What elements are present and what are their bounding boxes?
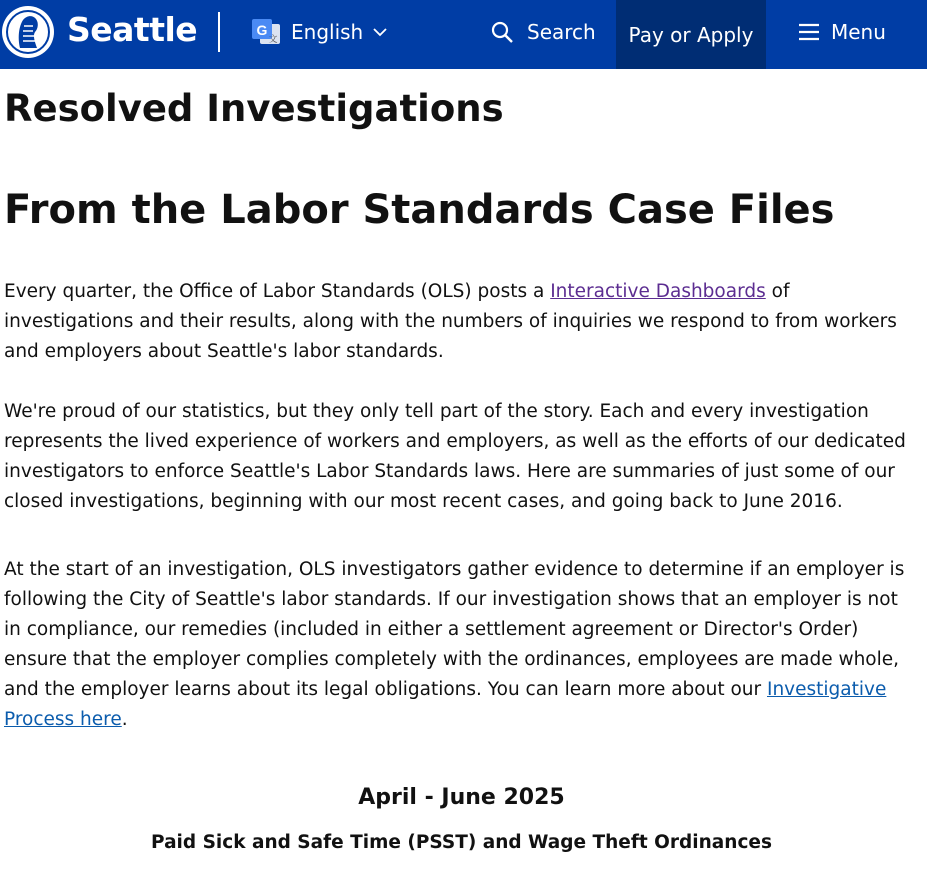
page-title: Resolved Investigations <box>4 87 504 130</box>
header-divider <box>218 12 220 52</box>
search-icon <box>490 20 514 44</box>
seattle-seal-icon[interactable] <box>0 4 56 60</box>
svg-text:文: 文 <box>268 34 278 44</box>
section-title: From the Labor Standards Case Files <box>4 187 835 233</box>
interactive-dashboards-link[interactable]: Interactive Dashboards <box>550 281 766 302</box>
chevron-down-icon <box>373 27 387 37</box>
language-selector[interactable] <box>250 16 387 48</box>
brand-wordmark[interactable]: Seattle <box>67 10 198 49</box>
intro-paragraph <box>4 277 919 367</box>
menu-button[interactable] <box>798 16 886 48</box>
menu-label: Menu <box>831 20 886 44</box>
intro-text-before: Every quarter, the Office of Labor Standards (OLS) posts a <box>4 281 551 302</box>
investigation-text-before: At the start of an investigation, OLS investigators gather evidence to determine if an employer is following the City of Seattle's labor standards. If our investigation shows that an employer is not in compliance, our remedies (included in either a settlement agreement or Director's Order) ensure that the employer complies completely with the ordinances, employees are made whole, and the employer learns about its legal obligations. You can learn more about our <box>4 559 905 700</box>
language-label: English <box>291 20 364 44</box>
google-translate-icon <box>250 16 282 48</box>
hamburger-menu-icon <box>798 22 820 42</box>
investigation-paragraph <box>4 555 919 735</box>
svg-text:G: G <box>256 22 268 38</box>
pay-or-apply-button[interactable] <box>616 0 766 69</box>
investigative-process-link[interactable]: Investigative Process here <box>4 679 887 730</box>
search-label: Search <box>527 20 596 44</box>
investigation-text-after: . <box>121 709 128 730</box>
period-heading: April - June 2025 <box>358 785 565 810</box>
pay-or-apply-label: Pay or Apply <box>628 22 754 47</box>
site-header <box>0 0 927 69</box>
intro-text-after: of investigations and their results, along with the numbers of inquiries we respond to from workers and employers about Seattle's labor standards. <box>4 281 897 362</box>
main-content <box>0 69 919 857</box>
ordinance-heading: Paid Sick and Safe Time (PSST) and Wage Theft Ordinances <box>151 832 772 853</box>
statistics-paragraph: We're proud of our statistics, but they only tell part of the story. Each and every investigation represents the lived experience of workers and employers, as well as the efforts of our dedicated investigators to enforce Seattle's Labor Standards laws. Here are summaries of just some of our closed investigations, beginning with our most recent cases, and going back to June 2016. <box>4 401 906 512</box>
search-button[interactable] <box>490 16 596 48</box>
